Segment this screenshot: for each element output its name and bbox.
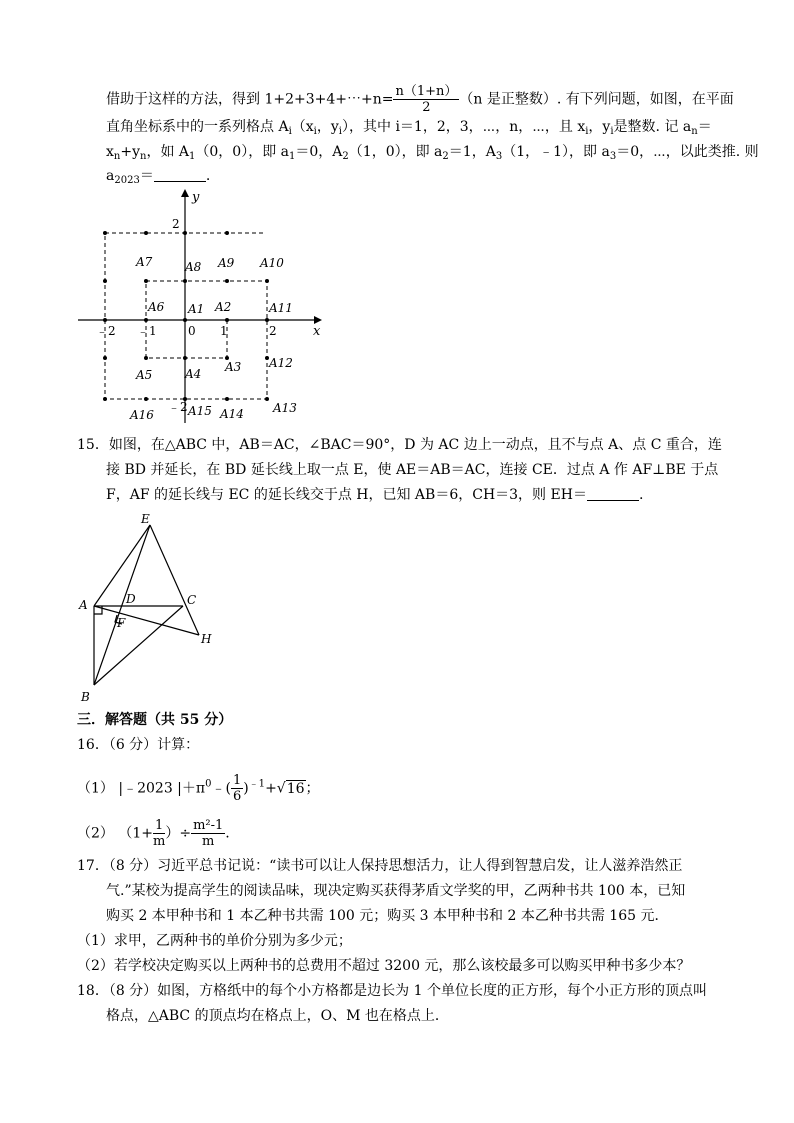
point-a13 — [265, 397, 269, 401]
label-a2: A2 — [215, 300, 232, 314]
label-e: E — [141, 512, 150, 526]
label-a12: A12 — [269, 356, 293, 370]
answer-blank[interactable] — [154, 167, 206, 182]
tick-neg1: ﹣1 — [137, 324, 157, 338]
label-b: B — [81, 690, 90, 704]
p16-q1: （1） |﹣2023 $|+\pi^0﹣$( $\frac{1}{6}$ )$^{﹣1}$+√16； — [77, 773, 320, 804]
label-h: H — [201, 632, 212, 646]
tick-y2: 2 — [172, 217, 180, 231]
point-a9 — [225, 279, 229, 283]
point-a14 — [225, 397, 229, 401]
point-a1 — [183, 318, 187, 322]
p14-line-4: $a_{2023}=$ . — [106, 168, 211, 186]
p14-line-3: $x_n+y_n$，如 $A_1(0$，0），即 $a_1=0$，$A_2(1$，0），即 $a_2=1$，$A_3(1$，﹣1），即 $a_3=0$，⋯，以此类推. 则 — [106, 144, 759, 162]
lattice-graph — [70, 185, 330, 425]
p17-line-1: 17．（8 分）习近平总书记说：“读书可以让人保持思想活力，让人得到智慧启发，让人滋养浩然正 — [77, 858, 683, 874]
label-a7: A7 — [136, 255, 153, 269]
tick-neg2: ﹣2 — [96, 324, 116, 338]
p18-line-2: 格点，△ABC 的顶点均在格点上，O、M 也在格点上． — [106, 1008, 449, 1024]
point-a6 — [144, 318, 148, 322]
p15-line-3: F，AF 的延长线与 EC 的延长线交于点 H，已知 AB＝6，CH＝3，则 EH＝ . — [106, 487, 644, 503]
tick-yneg2: ﹣2 — [168, 400, 188, 414]
point-a11 — [265, 318, 269, 322]
p17-sub-1: （1）求甲，乙两种书的单价分别为多少元； — [77, 933, 352, 949]
label-d: D — [126, 592, 136, 606]
triangle-figure — [75, 505, 225, 705]
label-a9: A9 — [218, 256, 235, 270]
p17-sub-2: （2）若学校决定购买以上两种书的总费用不超过 3200 元，那么该校最多可以购买甲种书多少本？ — [77, 958, 691, 974]
p18-line-1: 18．（8 分）如图，方格纸中的每个小方格都是边长为 1 个单位长度的正方形，每个小正方形的顶点叫 — [77, 983, 707, 999]
label-a4: A4 — [185, 367, 202, 381]
p16-head: 16．（6 分）计算： — [77, 737, 200, 753]
point-a16 — [144, 397, 148, 401]
point-a7 — [144, 279, 148, 283]
label-a14: A14 — [220, 407, 244, 421]
label-a11: A11 — [269, 301, 293, 315]
label-a13: A13 — [273, 401, 297, 415]
label-c: C — [187, 593, 197, 607]
label-a10: A10 — [260, 256, 284, 270]
p15-line-1: 15．如图，在△ABC 中，AB＝AC，∠BAC＝90°，D 为 AC 边上一动点，且不与点 A、点 C 重合，连 — [77, 437, 722, 453]
p14-line-1: 借助于这样的方法，得到 1+2+3+4+⋯+n= $\frac{n(1+n)}{2}$ （n 是正整数）. 有下列问题，如图，在平面 — [106, 84, 734, 115]
p16-q2: （2） （1+ $\frac{1}{m}$ ）÷ $\frac{\text{m²-1}}{m}$ . — [77, 818, 230, 849]
x-axis-label: x — [313, 324, 321, 339]
point-a8 — [183, 279, 187, 283]
tick-1: 1 — [220, 324, 228, 338]
point-a10 — [265, 279, 269, 283]
answer-blank[interactable] — [587, 486, 639, 501]
p17-line-3: 购买 2 本甲种书和 1 本乙种书共需 100 元；购买 3 本甲种书和 2 本乙种书共需 165 元． — [106, 908, 669, 924]
label-f: F — [117, 616, 126, 630]
label-a16: A16 — [130, 408, 154, 422]
p17-line-2: 气.”某校为提高学生的阅读品味，现决定购买获得茅盾文学奖的甲，乙两种书共 100 本，已知 — [106, 883, 686, 899]
tick-0: 0 — [188, 324, 196, 338]
label-a: A — [79, 598, 88, 612]
label-a1: A1 — [188, 302, 205, 316]
section-3-title: 三．解答题（共 55 分） — [77, 712, 233, 728]
label-a5: A5 — [136, 368, 153, 382]
p15-line-2: 接 BD 并延长，在 BD 延长线上取一点 E，使 AE＝AB＝AC，连接 CE．过点 A 作 AF⊥BE 于点 — [106, 462, 719, 478]
label-a8: A8 — [185, 260, 202, 274]
label-a3: A3 — [225, 360, 242, 374]
point-a4 — [183, 356, 187, 360]
label-a6: A6 — [148, 300, 165, 314]
tick-2: 2 — [269, 324, 277, 338]
y-axis-label: y — [192, 190, 200, 205]
fraction: $\frac{n(1+n)}{2}$ — [395, 84, 458, 115]
p14-line-2: 直角坐标系中的一系列格点 $A_i(x_i$，$y_i$），其中 i＝1，2，3，⋯，n，⋯，且 $x_i$，$y_i$是整数. 记 $a_n=$ — [106, 119, 712, 137]
point-a5 — [144, 356, 148, 360]
point-a2 — [225, 318, 229, 322]
label-a15: A15 — [188, 404, 212, 418]
